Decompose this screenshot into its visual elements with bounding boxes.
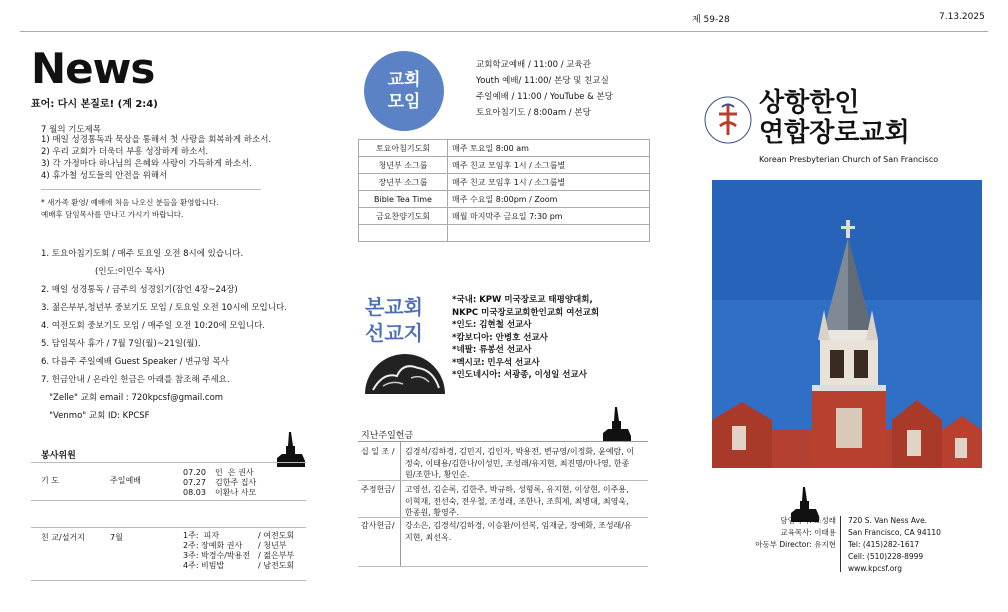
church-photo	[712, 180, 982, 468]
table-row	[359, 191, 650, 208]
divider	[358, 517, 648, 518]
mission-item: *인도: 김현철 선교사	[452, 320, 532, 330]
service-prayer-names: 인 은 권사 김한주 집사 이환나 사모	[215, 468, 257, 497]
table-row	[359, 225, 650, 242]
motto: 표어: 다시 본질로! (계 2:4)	[31, 99, 158, 110]
mission-item: *캄보디아: 안병호 선교사	[452, 332, 548, 343]
prayer-item: 2) 우리 교회가 더욱더 부흥 성장하게 하소서.	[41, 147, 209, 157]
notice-item: 4. 여전도회 중보기도 모임 / 매주일 오전 10:20에 모입니다.	[41, 321, 266, 331]
globe-icon	[363, 350, 447, 394]
contact-info	[848, 515, 941, 575]
service-prayer-type: 주일예배	[110, 476, 141, 485]
website-link[interactable]: www.kpcsf.org	[848, 564, 903, 573]
notice-list	[41, 245, 311, 425]
worship-item: 토요아침기도 / 8:00am / 본당	[476, 108, 591, 118]
table-row	[359, 174, 650, 191]
divider	[400, 441, 401, 567]
notice-item: (인도:이민수 목사)	[41, 267, 165, 277]
prayer-item: 3) 각 가정마다 하나님의 은혜와 사랑이 가득하게 하소서.	[41, 159, 252, 169]
staff-item: 아동부 Director: 유지현	[755, 540, 836, 549]
staff-item: 교육목사: 이태용	[780, 528, 836, 537]
phone-line: Tel: (415)282-1617	[848, 540, 920, 549]
staff-list	[738, 515, 836, 551]
meeting-time: 매주 수요일 8:00pm / Zoom	[448, 191, 650, 208]
divider	[41, 189, 261, 190]
meeting-name: 토요아침기도회	[359, 140, 448, 157]
service-fellowship-groups: / 여전도회 / 청년부 / 젊은부부 / 남전도회	[258, 531, 295, 570]
notice-item: "Venmo" 교회 ID: KPCSF	[41, 411, 150, 421]
service-fellowship-weeks: 1주: 피자 2주: 장예화 권사 3주: 박경수/박용전 4주: 비빔밥	[183, 531, 251, 570]
divider	[31, 580, 306, 581]
meeting-time	[448, 225, 650, 242]
prayer-item: 1) 매일 성경통독과 묵상을 통해서 첫 사랑을 회복하게 하소서.	[41, 135, 272, 145]
mission-item: NKPC 미국장로교회한인교회 여선교회	[452, 307, 600, 318]
divider	[358, 441, 648, 442]
divider	[31, 500, 306, 501]
mission-title: 본교회 선교지	[365, 295, 423, 345]
meeting-name	[359, 225, 448, 242]
divider	[358, 480, 648, 481]
service-heading: 봉사위원	[41, 451, 76, 461]
offering-names: 고영선, 김순록, 김한주, 박규하, 성형록, 유지현, 이상현, 이주용, 이혁재, 전선숙, 전우철, 조성래, 조한나, 조희제, 최병대, 최영욱, 한종원, 황영주.	[405, 485, 629, 517]
divider	[31, 527, 306, 528]
prayer-list	[41, 134, 271, 182]
meeting-name: 금요찬양기도회	[359, 208, 448, 225]
welcome-note: * 새가족 환영/ 예배에 처음 나오신 분들을 환영합니다. 예배후 담임목사를 만나고 가시기 바랍니다.	[41, 198, 219, 219]
church-name-korean: 상항한인 연합장로교회	[759, 88, 910, 148]
meeting-table	[358, 139, 650, 242]
offering-names: 김경석/김하경, 김민지, 김인자, 박용전, 변규영/이정화, 윤예람, 이정숙, 이태용/김한나/이성민, 조성래/유지현, 최진명/마나영, 한종원/조한나, 황인순.	[405, 447, 635, 479]
notice-item: 1. 토요아침기도회 / 매주 토요일 오전 8시에 있습니다.	[41, 249, 244, 259]
table-row	[359, 208, 650, 225]
divider	[840, 516, 841, 572]
church-silhouette-icon	[602, 405, 632, 443]
meeting-name: 장년부 소그룹	[359, 174, 448, 191]
pcusa-logo-icon	[703, 95, 753, 145]
gathering-badge: 교회 모임	[364, 51, 444, 131]
notice-item: 7. 헌금안내 / 온라인 헌금은 아래를 참조해 주세요.	[41, 375, 230, 385]
meeting-time: 매주 친교 모임후 1시 / 소그룹별	[448, 174, 650, 191]
mission-list	[452, 294, 599, 382]
address-line: 720 S. Van Ness Ave.	[848, 516, 928, 525]
news-title: News	[31, 44, 155, 93]
table-row	[359, 157, 650, 174]
meeting-time: 매월 마지막주 금요일 7:30 pm	[448, 208, 650, 225]
offering-label: 주정헌금/	[361, 485, 395, 494]
offering-heading: 지난주일헌금	[361, 431, 414, 441]
mission-item: *국내: KPW 미국장로교 태평양대회,	[452, 295, 593, 305]
worship-schedule	[476, 57, 613, 121]
church-name-english: Korean Presbyterian Church of San Francisco	[759, 155, 939, 164]
staff-item: 담임목사: 조성래	[780, 516, 836, 525]
offering-label: 십 일 조 /	[361, 447, 395, 456]
service-fellowship-month: 7월	[110, 533, 123, 542]
prayer-item: 4) 휴가철 성도들의 안전을 위해서	[41, 171, 168, 181]
notice-item: 6. 다음주 주일예배 Guest Speaker / 변규영 목사	[41, 357, 229, 367]
meeting-name: Bible Tea Time	[359, 191, 448, 208]
service-fellowship-label: 친 교/설거지	[41, 533, 85, 542]
notice-item: 5. 담임목사 휴가 / 7월 7일(월)~21일(월).	[41, 339, 201, 349]
mission-item: *멕시코: 민우석 선교사	[452, 357, 540, 368]
notice-item: 3. 젊은부부,청년부 중보기도 모임 / 토요일 오전 10시에 모입니다.	[41, 303, 287, 313]
worship-item: 교회학교예배 / 11:00 / 교육관	[476, 60, 591, 70]
phone-line: Cell: (510)228-8999	[848, 552, 924, 561]
notice-item: 2. 매일 성경통독 / 금주의 성경읽기(잠언 4장~24장)	[41, 285, 238, 295]
meeting-time: 매주 토요일 8:00 am	[448, 140, 650, 157]
meeting-time: 매주 친교 모임후 1시 / 소그룹별	[448, 157, 650, 174]
offering-label: 감사헌금/	[361, 521, 395, 530]
address-line: San Francisco, CA 94110	[848, 528, 941, 537]
notice-item: "Zelle" 교회 email : 720kpcsf@gmail.com	[41, 393, 224, 403]
prayer-title: 7 월의 기도제목	[41, 125, 102, 135]
mission-item: *인도네시아: 서광종, 이성일 선교사	[452, 370, 587, 380]
table-row	[359, 140, 650, 157]
divider	[358, 566, 648, 567]
mission-item: *네팔: 류봉선 선교사	[452, 345, 532, 355]
offering-names: 강소은, 김경석/김하경, 이승환/이선복, 임재균, 장예화, 조성래/유지현, 최선옥.	[405, 521, 632, 542]
worship-item: Youth 예배/ 11:00/ 본당 및 친교실	[476, 76, 609, 86]
worship-item: 주일예배 / 11:00 / YouTube & 본당	[476, 92, 613, 102]
meeting-name: 청년부 소그룹	[359, 157, 448, 174]
header-divider	[20, 31, 988, 32]
issue-number: 제 59-28	[692, 15, 730, 25]
service-prayer-dates: 07.20 07.27 08.03	[183, 468, 206, 497]
service-prayer-label: 기 도	[41, 476, 59, 485]
issue-date: 7.13.2025	[939, 12, 985, 22]
divider	[31, 462, 306, 463]
